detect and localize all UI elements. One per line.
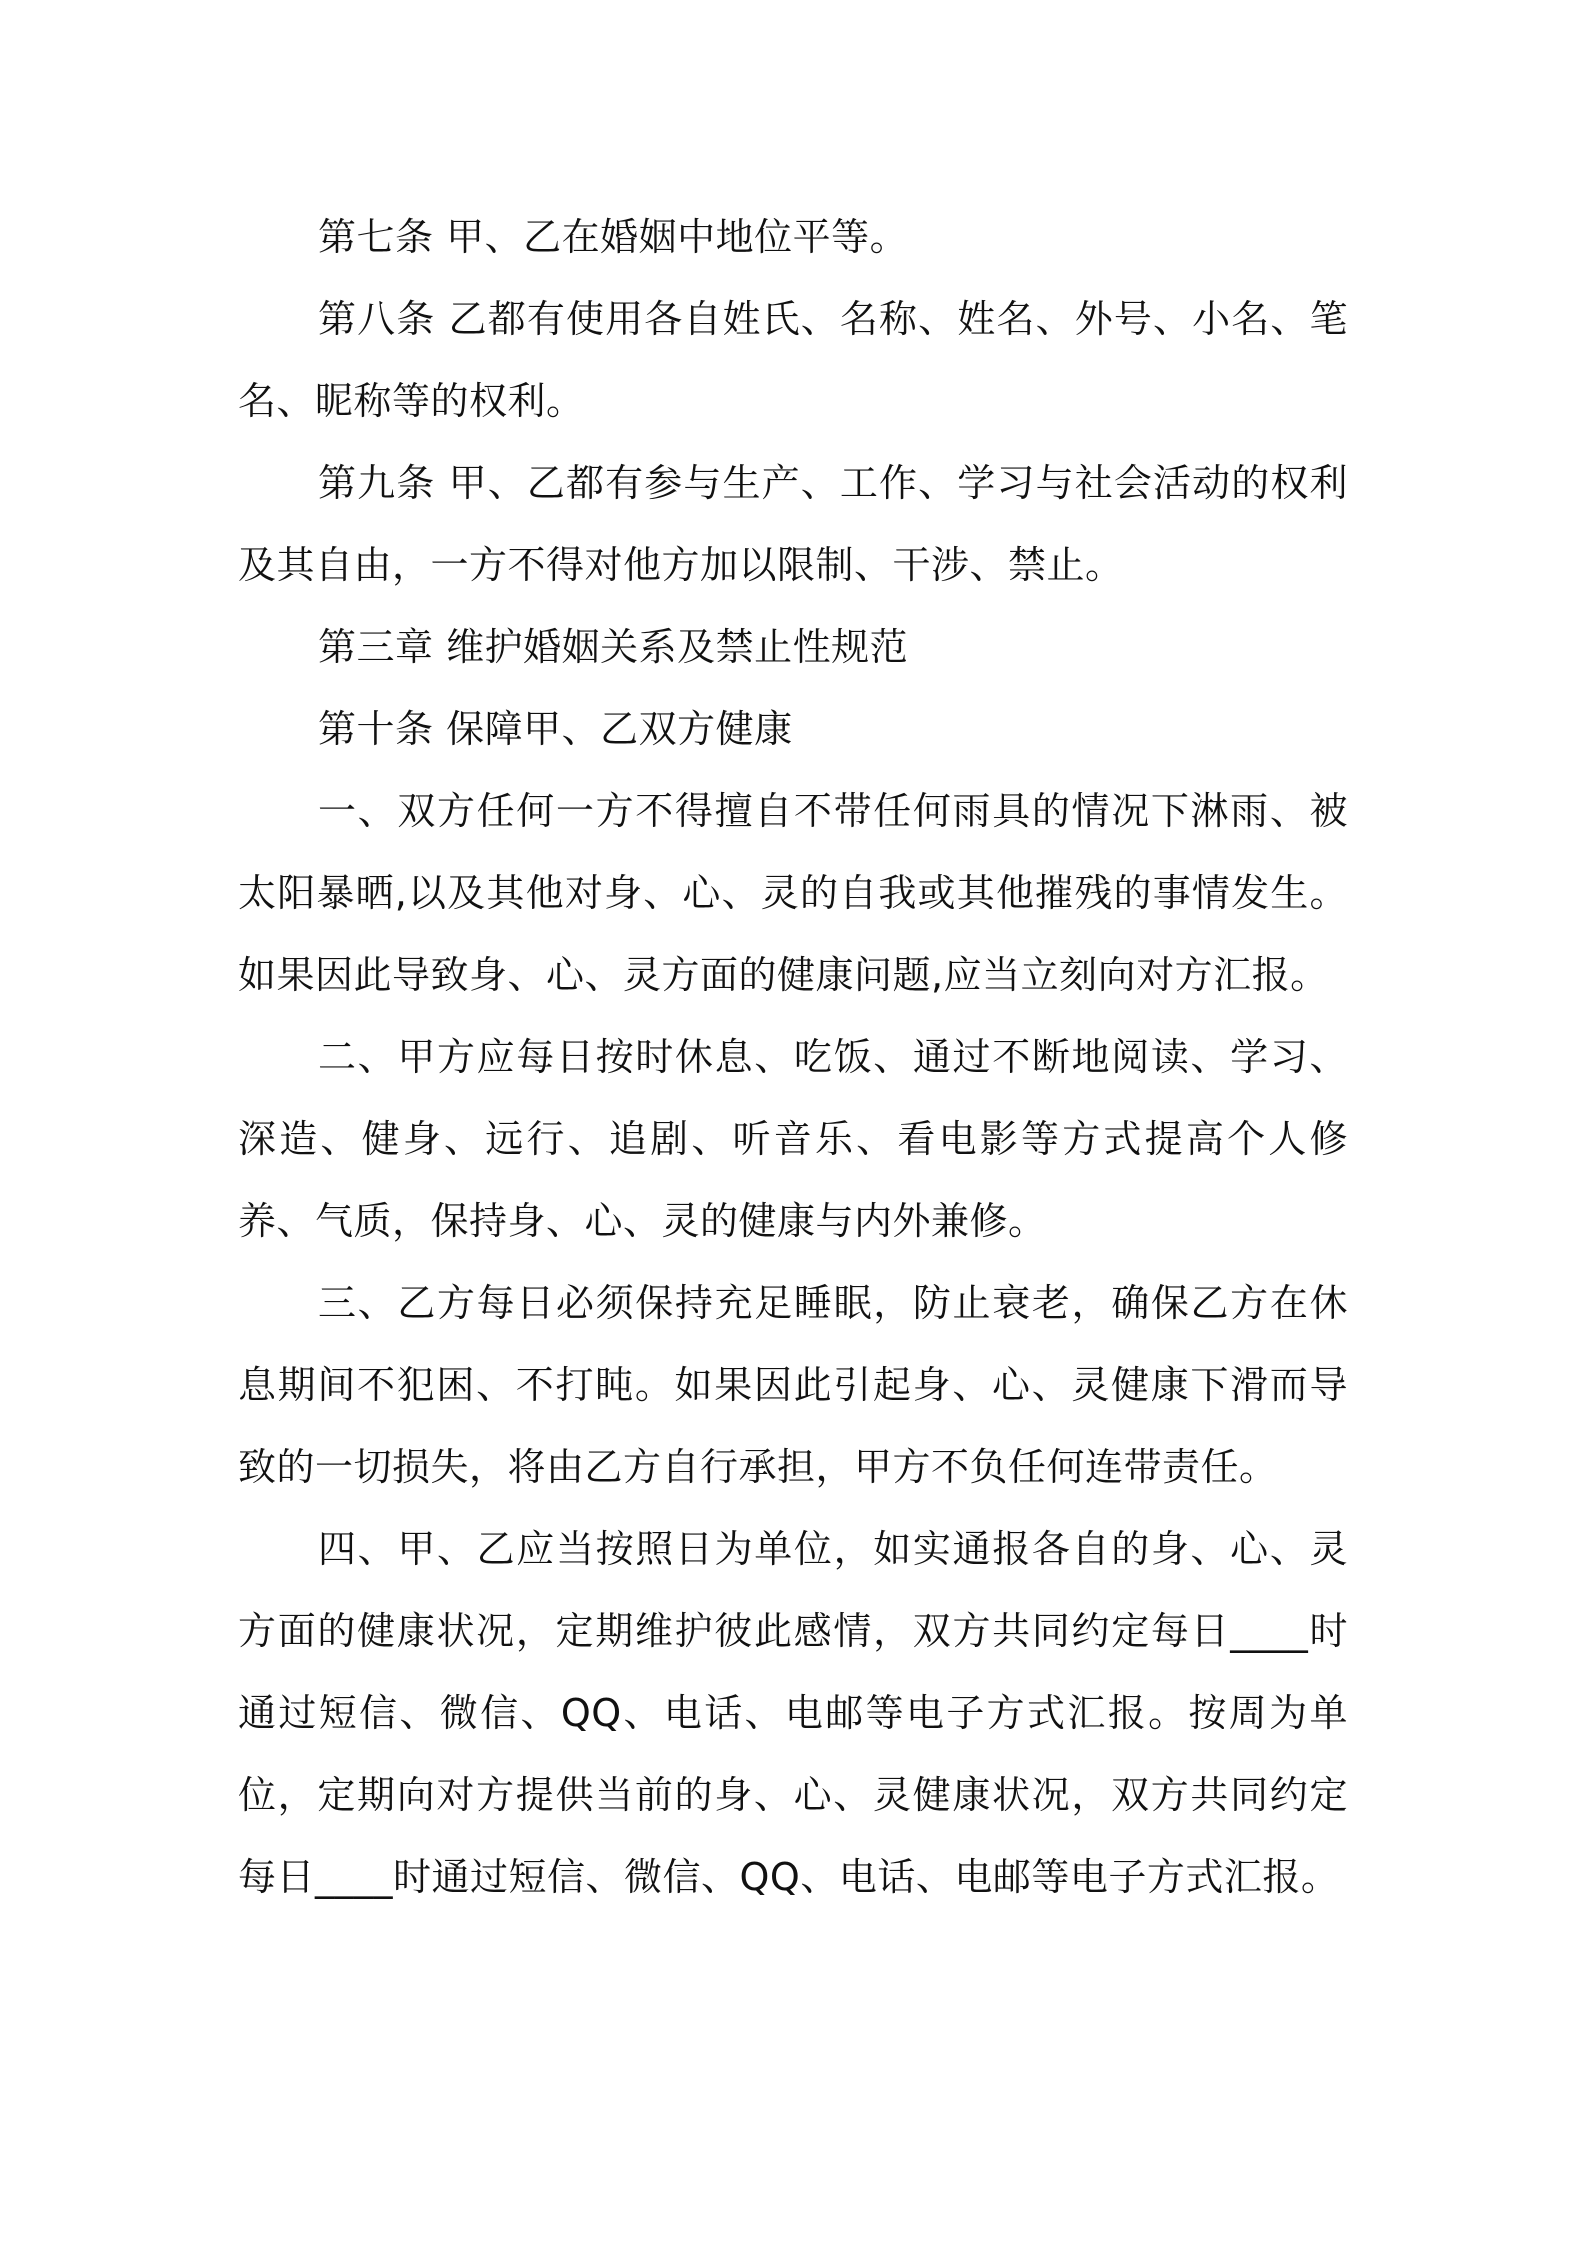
clause-4-paragraph: 四、甲、乙应当按照日为单位，如实通报各自的身、心、灵方面的健康状况，定期维护彼此感情，双方共同约定每日____时通过短信、微信、QQ、电话、电邮等电子方式汇报。按周为单位，定期向对方提供当前的身、心、灵健康状况，双方共同约定每日____时通过短信、微信、QQ、电话、电邮等电子方式汇报。 [238, 1527, 1348, 1899]
chapter-3-heading: 第三章 维护婚姻关系及禁止性规范 [318, 625, 909, 669]
article-7-paragraph: 第七条 甲、乙在婚姻中地位平等。 [318, 215, 909, 259]
clause-1-paragraph: 一、双方任何一方不得擅自不带任何雨具的情况下淋雨、被太阳暴晒,以及其他对身、心、灵的自我或其他摧残的事情发生。如果因此导致身、心、灵方面的健康问题,应当立刻向对方汇报。 [238, 789, 1348, 997]
document-body [238, 196, 1348, 1918]
clause-3-paragraph: 三、乙方每日必须保持充足睡眠，防止衰老，确保乙方在休息期间不犯困、不打盹。如果因此引起身、心、灵健康下滑而导致的一切损失，将由乙方自行承担，甲方不负任何连带责任。 [238, 1281, 1348, 1489]
article-8-paragraph: 第八条 乙都有使用各自姓氏、名称、姓名、外号、小名、笔名、昵称等的权利。 [238, 297, 1348, 423]
article-9-paragraph: 第九条 甲、乙都有参与生产、工作、学习与社会活动的权利及其自由，一方不得对他方加以限制、干涉、禁止。 [238, 461, 1348, 587]
clause-2-paragraph: 二、甲方应每日按时休息、吃饭、通过不断地阅读、学习、深造、健身、远行、追剧、听音乐、看电影等方式提高个人修养、气质，保持身、心、灵的健康与内外兼修。 [238, 1035, 1348, 1243]
article-10-heading: 第十条 保障甲、乙双方健康 [318, 707, 793, 751]
